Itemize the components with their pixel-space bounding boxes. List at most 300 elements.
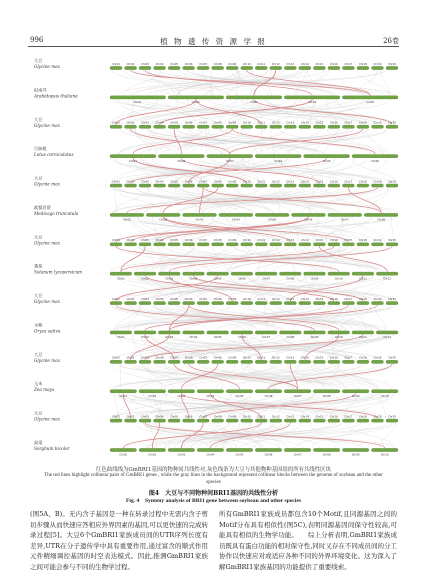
chromosome-label: Chr05 [322,159,331,163]
chromosome-label: Chr11 [257,62,266,66]
chromosome-bar [158,272,180,275]
chromosome-bar [255,448,282,451]
chromosome-label: Chr02 [177,159,186,163]
chromosome-label: Chr18 [359,121,367,125]
chromosome-bar [255,213,289,216]
chromosome-label: Chr09 [310,336,319,340]
chromosome-label: Chr19 [373,297,382,301]
chromosome-label: Chr01 [112,239,120,243]
chromosome-bar [313,419,325,422]
species-name-cn: 高粱 [34,440,43,445]
chromosome-label: Chr17 [344,297,353,301]
chromosome-bar [270,419,282,422]
chromosome-label: Chr10 [242,356,251,360]
species-name-cn: 水稻 [34,322,43,328]
chromosome-label: Chr16 [329,121,338,125]
chromosome-label: Chr02 [148,453,157,457]
background-link [161,188,176,213]
chromosome-label: Chr19 [373,62,382,66]
chromosome-bar [376,331,398,334]
species-name-cn: 玉米 [34,381,43,387]
chromosome-bar [183,184,195,187]
chromosome-label: Chr08 [286,336,295,340]
chromosome-bar [139,390,166,393]
chromosome-label: Chr09 [351,394,360,398]
chromosome-bar [207,272,229,275]
chromosome-label: Chr20 [388,180,396,184]
chromosome-label: Chr07 [199,297,208,301]
background-link [309,188,371,213]
chromosome-label: Chr03 [141,62,149,66]
chromosome-label: Chr01 [119,453,128,457]
background-link [199,364,331,389]
chromosome-bar [134,331,156,334]
species-name-latin: Zea mays [34,387,55,393]
chromosome-label: Chr03 [225,159,234,163]
chromosome-bar [342,184,354,187]
species-name-cn: 番茄 [34,263,43,269]
chromosome-bar [284,125,296,128]
chromosome-bar [168,66,180,69]
species-name-cn: 拟南芥 [34,87,47,93]
chromosome-label: Chr04 [206,453,215,457]
chromosome-label: Chr17 [344,62,353,66]
chromosome-label: Chr01 [112,180,120,184]
chromosome-label: Chr10 [242,415,251,419]
chromosome-label: Chr08 [213,297,222,301]
chromosome-bar [125,184,137,187]
chromosome-bar [313,184,325,187]
chromosome-label: Chr09 [228,415,237,419]
chromosome-label: Chr08 [322,453,331,457]
chromosome-label: Chr07 [293,394,302,398]
chromosome-bar [342,301,354,304]
chromosome-bar [279,272,301,275]
chromosome-label: Chr04 [231,218,240,222]
chromosome-bar [292,213,326,216]
chromosome-label: Chr11 [257,121,266,125]
chromosome-bar [183,331,205,334]
chromosome-bar [197,360,209,363]
chromosome-label: Chr04 [206,394,215,398]
chromosome-label: Chr13 [286,297,295,301]
gmbri1-collinear-link [145,423,385,448]
chromosome-bar [313,390,340,393]
chromosome-label: Chr18 [359,297,367,301]
chromosome-bar [197,243,209,246]
chromosome-bar [226,96,282,99]
chromosome-bar [313,243,325,246]
chromosome-bar [125,301,137,304]
chromosome-label: Chr08 [322,394,331,398]
chromosome-label: Chr09 [228,239,237,243]
chromosome-bar [168,96,224,99]
species-name-latin: Glycine max [34,240,61,246]
chromosome-label: Chr13 [286,356,295,360]
gmbri1-collinear-link [169,246,392,271]
figure-caption-en: The red lines highlight collinear pairs of GmBRI1 genes , while the gray lines in the background represent collinear blocks between the genome of soybean and the other species [44,473,383,485]
volume-label: 26卷 [383,37,399,45]
chromosome-label: Chr01 [112,62,120,66]
chromosome-bar [226,448,253,451]
chromosome-bar [183,66,195,69]
chromosome-label: Chr05 [170,180,179,184]
chromosome-label: Chr03 [141,180,149,184]
background-link [206,129,207,154]
chromosome-bar [183,301,195,304]
chromosome-bar [110,272,132,275]
chromosome-bar [110,213,144,216]
chromosome-bar [371,419,383,422]
chromosome-bar [342,390,369,393]
chromosome-bar [212,360,224,363]
chromosome-label: Chr06 [304,218,313,222]
chromosome-bar [371,243,383,246]
background-link [270,423,342,448]
chromosome-label: Chr04 [155,62,164,66]
background-link [124,70,160,95]
chromosome-bar [352,155,398,158]
chromosome-label: Chr06 [184,356,193,360]
chromosome-label: Chr12 [271,239,280,243]
chromosome-bar [284,390,311,393]
species-name-latin: Medicago truncatula [34,210,79,216]
chromosome-label: Chr01 [119,394,128,398]
chromosome-bar [168,301,180,304]
chromosome-bar [270,243,282,246]
chromosome-label: Chr07 [293,453,302,457]
chromosome-bar [168,419,180,422]
chromosome-bar [386,125,398,128]
chromosome-bar [212,66,224,69]
chromosome-label: Chr03 [177,453,186,457]
chromosome-bar [270,360,282,363]
chromosome-bar [352,272,374,275]
chromosome-label: Chr17 [344,121,353,125]
chromosome-bar [226,184,238,187]
chromosome-bar [197,448,224,451]
chromosome-bar [284,301,296,304]
chromosome-label: Chr17 [344,180,353,184]
chromosome-label: Chr17 [344,415,353,419]
chromosome-bar [313,66,325,69]
chromosome-bar [299,301,311,304]
chromosome-bar [313,360,325,363]
chromosome-bar [371,360,383,363]
chromosome-bar [342,419,354,422]
chromosome-label: Chr05 [170,356,179,360]
chromosome-bar [284,66,296,69]
chromosome-bar [255,419,267,422]
chromosome-label: Chr15 [315,356,324,360]
chromosome-label: Chr19 [373,121,382,125]
chromosome-bar [226,419,238,422]
chromosome-bar [371,301,383,304]
chromosome-label: Chr05 [170,239,179,243]
chromosome-bar [197,184,209,187]
chromosome-label: Chr02 [126,62,135,66]
chromosome-label: Chr04 [155,415,164,419]
chromosome-label: Chr13 [286,180,295,184]
species-name-latin: Glycine max [34,357,61,363]
chromosome-bar [328,331,350,334]
chromosome-bar [197,301,209,304]
figure-caption-cn: 红色曲线线为GmBRI1基因的物种间共线性对,灰色线条为大豆与其他物种基因组的所有共线性区块 [96,467,331,473]
chromosome-label: Chr01 [129,159,137,163]
chromosome-bar [357,125,369,128]
chromosome-bar [154,243,166,246]
chromosome-label: Chr04 [189,277,198,281]
chromosome-bar [357,360,369,363]
chromosome-bar [231,331,253,334]
chromosome-label: Chr06 [184,62,193,66]
chromosome-bar [357,419,369,422]
chromosome-label: Chr18 [359,415,367,419]
chromosome-bar [328,184,340,187]
chromosome-bar [146,213,180,216]
chromosome-bar [183,272,205,275]
chromosome-bar [197,419,209,422]
chromosome-bar [342,243,354,246]
chromosome-label: Chr06 [184,239,193,243]
chromosome-bar [241,301,253,304]
chromosome-bar [328,419,340,422]
chromosome-label: Chr02 [141,336,149,340]
chromosome-label: Chr15 [315,180,324,184]
chromosome-bar [168,448,195,451]
chromosome-bar [168,125,180,128]
chromosome-label: Chr10 [334,277,343,281]
chromosome-label: Chr02 [126,180,135,184]
background-link [120,364,121,389]
chromosome-bar [270,184,282,187]
background-link [324,129,348,154]
chromosome-bar [255,243,267,246]
chromosome-bar [328,213,362,216]
chromosome-label: Chr07 [262,277,271,281]
chromosome-label: Chr03 [141,415,149,419]
chromosome-bar [226,390,253,393]
chromosome-bar [212,243,224,246]
chromosome-label: Chr02 [126,297,135,301]
chromosome-bar [197,125,209,128]
journal-title: 植 物 遗 传 资 源 学 报 [160,37,267,46]
chromosome-label: Chr03 [165,336,174,340]
species-name-latin: Oryza sativa [34,328,61,334]
chromosome-label: Chr08 [377,218,386,222]
chromosome-label: Chr20 [388,121,396,125]
background-link [150,246,195,271]
chromosome-label: Chr16 [329,239,338,243]
chromosome-bar [255,125,267,128]
chromosome-bar [328,66,340,69]
chromosome-bar [183,419,195,422]
chromosome-bar [226,66,238,69]
chromosome-bar [299,243,311,246]
chromosome-bar [386,419,398,422]
background-link [114,188,117,213]
chromosome-label: Chr04 [155,239,164,243]
chromosome-label: Chr15 [315,62,324,66]
chromosome-bar [183,125,195,128]
chromosome-bar [125,360,137,363]
chromosome-label: Chr20 [388,415,396,419]
chromosome-bar [197,390,224,393]
chromosome-bar [284,419,296,422]
chromosome-label: Chr13 [286,415,295,419]
chromosome-label: Chr02 [126,415,135,419]
chromosome-bar [255,301,267,304]
chromosome-bar [270,301,282,304]
chromosome-label: Chr05 [170,415,179,419]
species-name-cn: 大豆 [34,58,43,63]
background-link [154,423,303,448]
chromosome-label: Chr20 [388,62,396,66]
chromosome-label: Chr01 [116,277,125,281]
chromosome-label: Chr14 [300,239,309,243]
chromosome-bar [342,360,354,363]
chromosome-bar [154,125,166,128]
chromosome-bar [154,360,166,363]
background-link [115,364,339,389]
chromosome-bar [376,272,398,275]
chromosome-bar [255,272,277,275]
chromosome-bar [352,331,374,334]
body-text-left: (图5A、B)。无内含子基因是一种在转录过程中无需内含子剪切步骤从而快速应答相应外界因素的基因,可以更快速的完成转录过程[5]。大豆6个GmBRI1家族成员间的UTR序列长度有差异,UTR在分子遗传学中具有重要作用,通过富含的顺式作用元件精细调控基因的时空表达模式。因此,推测GmBRI1家族之间可能会参与不同的生物学过程。 [30,510,208,571]
chromosome-label: Chr14 [300,297,309,301]
chromosome-bar [207,155,253,158]
chromosome-label: Chr07 [262,336,271,340]
chromosome-label: Chr02 [148,394,157,398]
chromosome-label: Chr10 [242,239,251,243]
chromosome-label: Chr02 [126,239,135,243]
chromosome-label: Chr05 [170,297,179,301]
chromosome-label: Chr12 [383,277,392,281]
chromosome-bar [313,448,340,451]
chromosome-bar [299,125,311,128]
chromosome-label: Chr05 [235,394,244,398]
chromosome-label: Chr12 [271,415,280,419]
chromosome-bar [299,419,311,422]
chromosome-label: Chr08 [213,121,222,125]
chromosome-label: Chr15 [315,121,324,125]
background-link [163,246,273,271]
chromosome-label: Chr10 [380,453,389,457]
background-link [179,70,365,95]
chromosome-bar [371,390,398,393]
chromosome-bar [304,272,326,275]
chromosome-label: Chr06 [237,336,246,340]
chromosome-bar [219,213,253,216]
chromosome-label: Chr03 [141,121,149,125]
chromosome-bar [342,448,369,451]
chromosome-bar [110,243,122,246]
gmbri1-collinear-link [200,188,204,213]
species-name-latin: Glycine max [34,122,61,128]
chromosome-label: Chr01 [112,297,120,301]
chromosome-label: Chr05 [213,336,222,340]
chromosome-label: Chr09 [228,356,237,360]
chromosome-bar [386,243,398,246]
chromosome-bar [255,66,267,69]
chromosome-bar [241,243,253,246]
chromosome-bar [279,331,301,334]
chromosome-bar [241,184,253,187]
chromosome-label: Chr14 [300,121,309,125]
species-name-cn: 大豆 [34,234,43,240]
species-name-latin: Glycine max [34,416,61,422]
chromosome-bar [139,448,166,451]
chromosome-label: Chr11 [257,297,266,301]
chromosome-bar [207,331,229,334]
species-name-latin: Glycine max [34,64,61,69]
chromosome-bar [154,419,166,422]
chromosome-label: Chr18 [359,239,367,243]
chromosome-label: Chr05 [170,62,179,66]
background-link [274,129,368,154]
chromosome-label: Chr05 [170,121,179,125]
chromosome-bar [386,301,398,304]
chromosome-label: Chr12 [271,121,280,125]
chromosome-label: Chr07 [199,62,208,66]
chromosome-bar [342,125,354,128]
chromosome-label: Chr04 [155,180,164,184]
chromosome-label: Chr13 [286,121,295,125]
chromosome-bar [110,360,122,363]
chromosome-bar [139,125,151,128]
chromosome-label: Chr09 [351,453,360,457]
background-link [191,423,250,448]
chromosome-bar [212,301,224,304]
chromosome-label: Chr04 [155,121,164,125]
background-link [130,305,244,330]
chromosome-bar [241,360,253,363]
chromosome-label: Chr10 [242,62,251,66]
chromosome-bar [110,66,122,69]
chromosome-label: Chr14 [300,180,309,184]
chromosome-label: Chr01 [122,218,131,222]
chromosome-label: Chr12 [271,297,280,301]
species-name-cn: 大豆 [34,293,43,299]
chromosome-bar [158,331,180,334]
chromosome-label: Chr03 [250,100,258,104]
chromosome-label: Chr09 [228,180,237,184]
chromosome-label: Chr06 [237,277,246,281]
chromosome-label: Chr08 [213,180,222,184]
chromosome-label: Chr12 [383,336,392,340]
chromosome-label: Chr02 [191,100,200,104]
background-link [365,129,383,154]
chromosome-bar [183,213,217,216]
chromosome-label: Chr02 [126,356,135,360]
chromosome-label: Chr16 [329,297,338,301]
chromosome-label: Chr04 [308,100,317,104]
chromosome-bar [364,213,398,216]
chromosome-bar [342,66,354,69]
background-link [128,305,140,330]
background-link [337,364,378,389]
chromosome-label: Chr11 [257,180,266,184]
chromosome-bar [168,243,180,246]
chromosome-label: Chr03 [195,218,204,222]
chromosome-bar [110,390,137,393]
chromosome-label: Chr20 [388,356,396,360]
species-name-latin: Glycine max [34,181,61,187]
background-link [334,364,375,389]
chromosome-label: Chr06 [184,121,193,125]
chromosome-bar [357,184,369,187]
background-link [134,188,330,213]
